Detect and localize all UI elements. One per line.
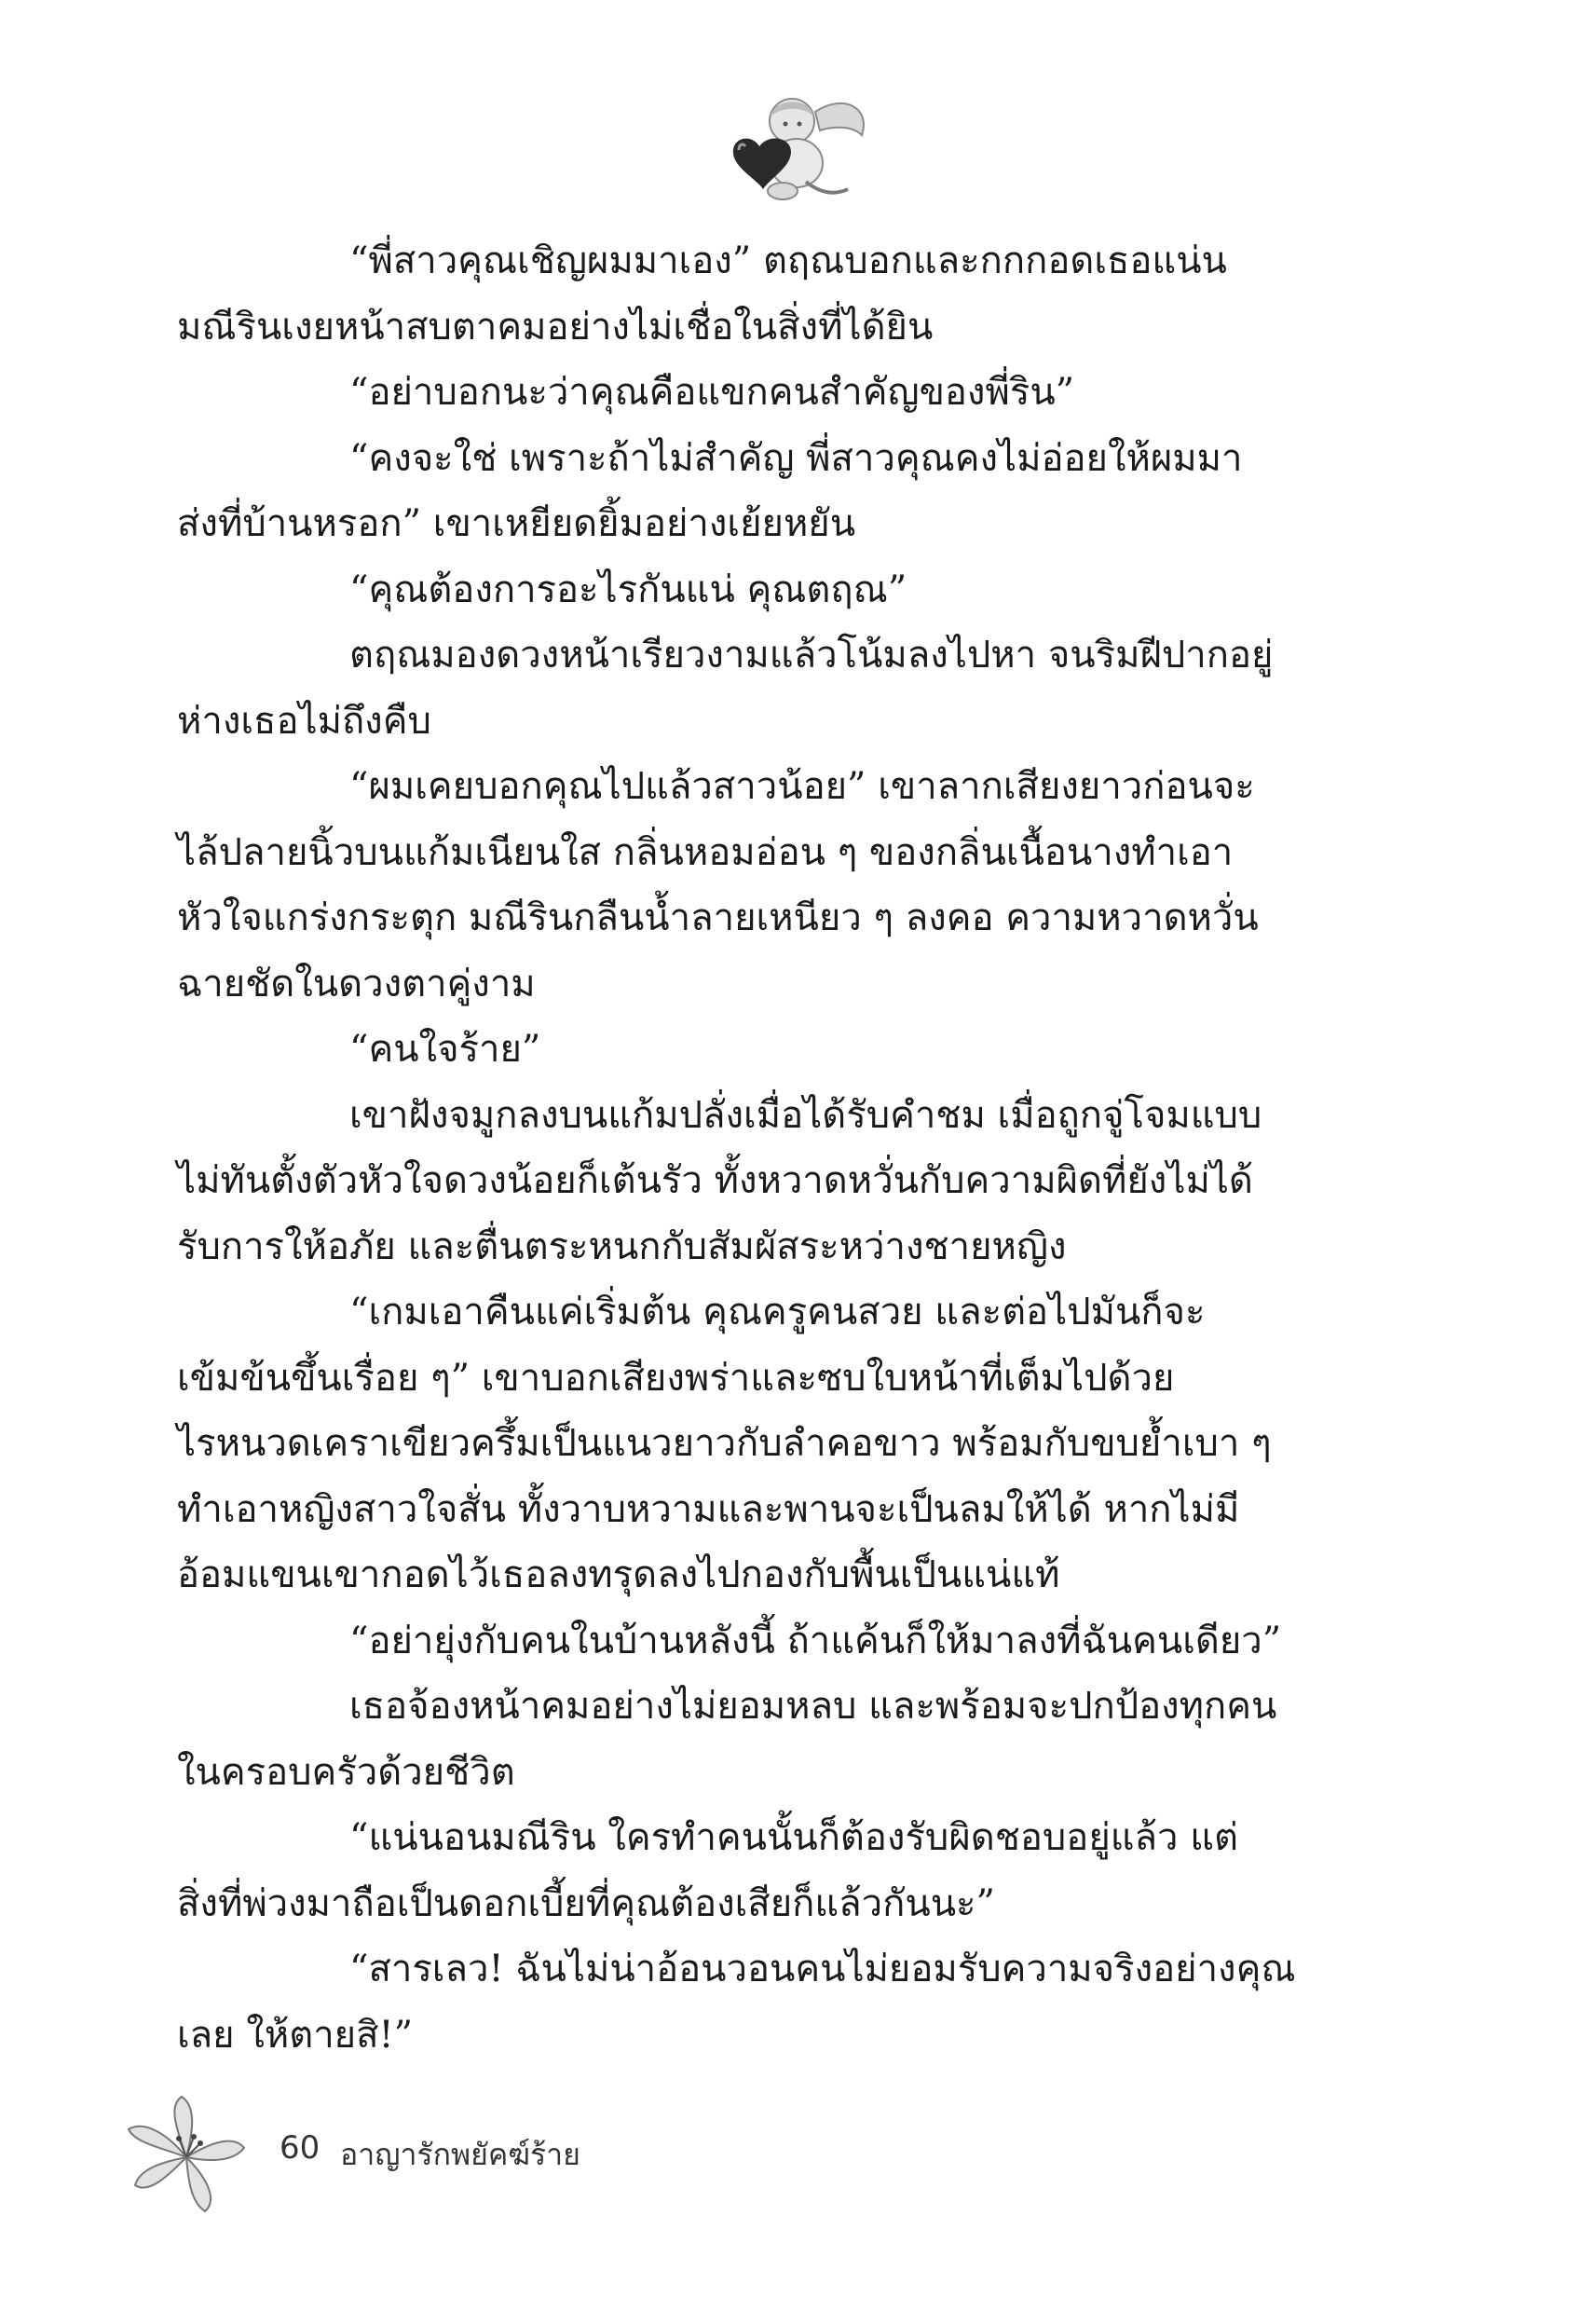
- paragraph: [177, 1608, 1332, 1675]
- text-line: ทำเอาหญิงสาวใจสั่น ทั้งวาบหวามและพานจะเป็นลมให้ได้ หากไม่มี: [177, 1487, 1240, 1531]
- paragraph: [177, 1936, 1332, 2068]
- lily-flower-icon: [121, 2092, 252, 2222]
- text-line: ตฤณมองดวงหน้าเรียวงามแล้วโน้มลงไปหา จนริมฝีปากอยู่: [349, 634, 1274, 677]
- text-line: ส่งที่บ้านหรอก” เขาเหยียดยิ้มอย่างเย้ยหยัน: [177, 502, 856, 545]
- text-line: ฉายชัดในดวงตาคู่งาม: [177, 962, 536, 1005]
- text-line: ไม่ทันตั้งตัวหัวใจดวงน้อยก็เต้นรัว ทั้งหวาดหวั่นกับความผิดที่ยังไม่ได้: [177, 1159, 1253, 1202]
- text-line: “อย่าบอกนะว่าคุณคือแขกคนสำคัญของพี่ริน”: [349, 371, 1075, 414]
- paragraph: [177, 1017, 1332, 1083]
- page-number: 60: [280, 2129, 321, 2167]
- text-line: เขาฝังจมูกลงบนแก้มปลั่งเมื่อได้รับคำชม เมื่อถูกจู่โจมแบบ: [349, 1093, 1262, 1137]
- text-line: ไรหนวดเคราเขียวครึ้มเป็นแนวยาวกับลำคอขาว พร้อมกับขบย้ำเบา ๆ: [177, 1422, 1272, 1465]
- text-line: “ผมเคยบอกคุณไปแล้วสาวน้อย” เขาลากเสียงยาวก่อนจะ: [349, 765, 1255, 808]
- paragraph: [177, 1083, 1332, 1280]
- text-line: ในครอบครัวด้วยชีวิต: [177, 1750, 515, 1794]
- text-line: เลย ให้ตายสิ!”: [177, 2013, 414, 2057]
- paragraph: [177, 360, 1332, 426]
- text-line: หัวใจแกร่งกระตุก มณีรินกลืนน้ำลายเหนียว ๆ ลงคอ ความหวาดหวั่น: [177, 896, 1259, 939]
- text-line: “อย่ายุ่งกับคนในบ้านหลังนี้ ถ้าแค้นก็ให้มาลงที่ฉันคนเดียว”: [349, 1619, 1282, 1662]
- paragraph: [177, 754, 1332, 1017]
- paragraph: [177, 426, 1332, 557]
- text-line: “พี่สาวคุณเชิญผมมาเอง” ตฤณบอกและกกกอดเธอแน่น: [349, 239, 1227, 282]
- text-line: “คงจะใช่ เพราะถ้าไม่สำคัญ พี่สาวคุณคงไม่อ่อยให้ผมมา: [349, 436, 1243, 480]
- paragraph: [177, 1279, 1332, 1608]
- text-line: เธอจ้องหน้าคมอย่างไม่ยอมหลบ และพร้อมจะปกป้องทุกคน: [349, 1685, 1277, 1728]
- text-line: อ้อมแขนเขากอดไว้เธอลงทรุดลงไปกองกับพื้นเป็นแน่แท้: [177, 1553, 1060, 1596]
- text-line: รับการให้อภัย และตื่นตระหนกกับสัมผัสระหว่างชายหญิง: [177, 1224, 1067, 1268]
- page-footer: [121, 2092, 680, 2222]
- text-line: “แน่นอนมณีริน ใครทำคนนั้นก็ต้องรับผิดชอบอยู่แล้ว แต่: [349, 1816, 1238, 1859]
- text-line: “เกมเอาคืนแค่เริ่มต้น คุณครูคนสวย และต่อไปมันก็จะ: [349, 1291, 1206, 1333]
- paragraph: [177, 1805, 1332, 1936]
- text-line: “สารเลว! ฉันไม่น่าอ้อนวอนคนไม่ยอมรับความจริงอย่างคุณ: [349, 1948, 1296, 1990]
- paragraph: [177, 557, 1332, 623]
- paragraph: [177, 622, 1332, 754]
- text-line: “คุณต้องการอะไรกันแน่ คุณตฤณ”: [349, 567, 907, 611]
- text-line: เข้มข้นขึ้นเรื่อย ๆ” เขาบอกเสียงพร่าและซบใบหน้าที่เต็มไปด้วย: [177, 1356, 1175, 1400]
- text-line: มณีรินเงยหน้าสบตาคมอย่างไม่เชื่อในสิ่งที่ได้ยิน: [177, 305, 934, 349]
- book-title: อาญารักพยัคฆ์ร้าย: [340, 2137, 580, 2172]
- text-line: ห่างเธอไม่ถึงคืบ: [177, 699, 431, 743]
- text-line: สิ่งที่พ่วงมาถือเป็นดอกเบี้ยที่คุณต้องเสียก็แล้วกันนะ”: [177, 1881, 995, 1925]
- cupid-with-heart-icon: [703, 89, 890, 210]
- paragraph: [177, 228, 1332, 360]
- text-line: ไล้ปลายนิ้วบนแก้มเนียนใส กลิ่นหอมอ่อน ๆ ของกลิ่นเนื้อนางทำเอา: [177, 830, 1234, 874]
- text-line: “คนใจร้าย”: [349, 1028, 541, 1071]
- body-text: [177, 228, 1332, 2068]
- paragraph: [177, 1674, 1332, 1805]
